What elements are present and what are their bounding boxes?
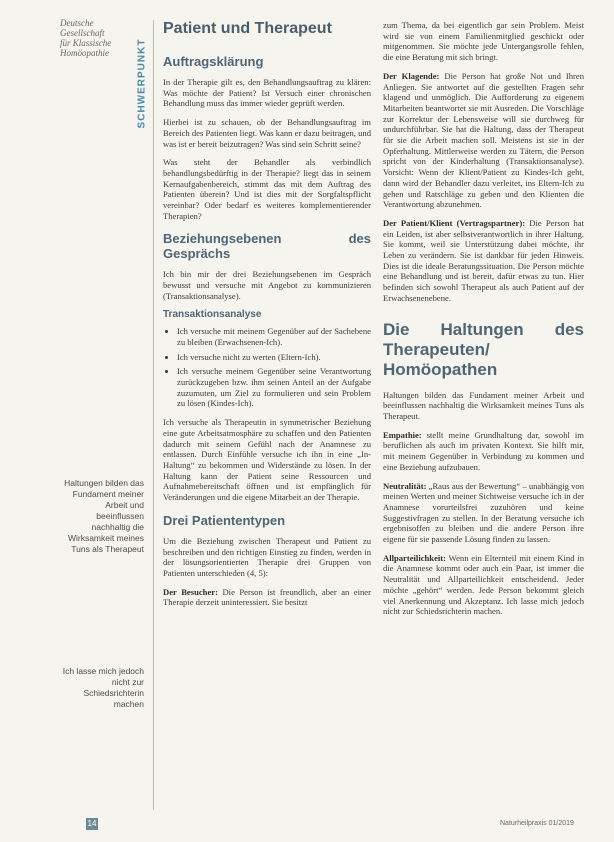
section-label: SCHWERPUNKT — [136, 38, 148, 129]
section-rail — [132, 26, 148, 146]
paragraph: Der Besucher: Die Person ist freundlich, aber an einer Therapie derzeit uninteressiert. Sie besitzt — [163, 586, 371, 608]
paragraph: Empathie: stellt meine Grundhaltung dar, sowohl im beruflichen als auch im privaten Kontext. Sie hilft mir, mit meinem Gegenüber in Verbindung zu kommen und eine Beziehung aufzubauen. — [383, 429, 584, 472]
page-number: 14 — [87, 819, 97, 828]
heading-beziehung: Beziehungsebenen des Gesprächs — [163, 231, 371, 262]
paragraph: Ich bin mir der drei Beziehungsebenen im Gespräch bewusst und versuche mit Angebot zu kommunizieren (Transaktionsanalyse). — [163, 269, 371, 301]
column-2 — [383, 20, 584, 625]
paragraph: Neutralität: „Raus aus der Bewertung“ – unabhängig von meinen Werten und meiner Sichtweise versuche ich in der Anamnese vorurteilsfrei zuzuhören und keine Suggestivfragen zu stellen. In der Beratung versuche ich ergebnisoffen zu bleiben und die andere Person ihre eigene für sie passende Lösung finden zu lassen. — [383, 480, 585, 545]
heading-auftrag: Auftragsklärung — [163, 54, 264, 69]
margin-quote-2: Ich lasse mich jedoch nicht zur Schiedsrichterin machen — [62, 666, 144, 709]
lead-term: Der Klagende: — [383, 70, 440, 81]
footer-source: Naturheilpraxis 01/2019 — [500, 820, 574, 827]
lead-term: Der Besucher: — [163, 586, 218, 597]
list-item: • Ich versuche nicht zu werten (Eltern-Ich). — [177, 352, 371, 363]
bullet-list — [163, 326, 371, 409]
paragraph: Um die Beziehung zwischen Therapeut und Patient zu beschreiben und den richtigen Einstieg zu finden, werden in der lösungsorientierten Therapie drei Gruppen von Patienten unterschieden (4, 5): — [163, 535, 371, 578]
margin-quote-1: Haltungen bilden das Fundament meiner Arbeit und beeinflussen nachhaltig die Wirksamkeit meines Tuns als Therapeut — [64, 478, 144, 554]
society-logo: Deutsche Gesellschaft für Klassische Homöopathie — [60, 18, 112, 58]
heading-haltungen: Die Haltungen des Therapeuten/ Homöopathen — [383, 319, 584, 379]
paragraph: Ich versuche als Therapeutin in symmetrischer Beziehung eine gute Arbeitsatmosphäre zu schaffen und den Patienten dadurch mit seinem Gefühl nach der Anamnese zu entlassen. Durch Einfühle versuche ich ihn in eine „In-Haltung“ zu bekommen und Widerstände zu lösen. In der Haltung kann der Patient seine Ressourcen und Aufnahmebereitschaft öffnen und ist empfänglich für Veränderungen und die eigene Mitarbeit an der Therapie. — [163, 417, 371, 503]
column-1 — [163, 20, 371, 616]
paragraph: Hierbei ist zu schauen, ob der Behandlungsauftrag im Bereich des Patienten liegt. Was kann er dazu beitragen, und was ist er bereit beizutragen? Was sind sein Schritt seine? — [163, 117, 371, 149]
heading-patiententypen: Drei Patiententypen — [163, 512, 286, 528]
margin-rule — [153, 20, 154, 810]
heading-transaktion: Transaktionsanalyse — [163, 308, 262, 320]
lead-term: Neutralität: — [383, 480, 427, 491]
paragraph: Was steht der Behandler als verbindlich behandlungsbedürftig in der Therapie? liegt das in seinem Kernaufgabenbereich, stimmt das mit dem Auftrag des Patienten überein? Und ist dies mit der Sorgfaltspflicht vereinbar? Oder bedarf es weiteres komplementierender Therapien? — [163, 157, 371, 221]
paragraph: zum Thema, da bei eigentlich gar sein Problem. Meist wird sie von einem Familienmitglied geschickt oder mitgenommen. Sie möchte jede Untergangsrolle fehlen, die eine Beratung mit sich bringt. — [383, 20, 584, 63]
paragraph: Der Klagende: Die Person hat große Not und Ihren Anliegen. Sie antwortet auf die gestellten Fragen sehr klagend und unmöglich. Die Aufforderung zu eigenem Mitarbeiten beantwortet sie mit Ausreden. Die Vorschläge zur Korrektur der Lebensweise will sie durchweg für undurchführbar. Sie hat die Haltung, dass der Therapeut für sie die Arbeit machen soll. Meistens ist sie in der Opferhaltung. Mittlerweise werden zu Tätern, die Person spricht von der Kinderhaltung (Transaktionsanalyse). Vorsicht: Wenn der Klient/Patient zu Kindes-Ich geht, dann wird der Behandler dazu verleitet, ins Eltern-Ich zu gehen und Ratschläge zu geben und den Klienten die Verantwortung abzunehmen. — [383, 70, 584, 210]
list-item: • Ich versuche mit meinem Gegenüber auf der Sachebene zu bleiben (Erwachsenen-Ich). — [177, 326, 371, 347]
lead-term: Allparteilichkeit: — [383, 552, 447, 563]
paragraph: Der Patient/Klient (Vertragspartner): Die Person hat ein Leiden, ist aber selbstverantwortlich in ihrer Haltung. Sie kommt, weil sie Unterstützung dabei möchte, ihr Leben zu verändern. Sie ist dankbar für jeden Hinweis. Dies ist die ideale Beratungssituation. Die Person möchte eine Behandlung und ist bereit, dafür etwas zu tun. Hier befinden sich sowohl Therapeut als auch Patient auf der Erwachsenenebene. — [383, 217, 584, 303]
lead-term: Empathie: — [383, 429, 422, 440]
article-title: Patient und Therapeut — [163, 20, 332, 37]
paragraph: In der Therapie gilt es, den Behandlungsauftrag zu klären: Was möchte der Patient? Ist Versuch einer chronischen Behandlung muss das immer wieder geprüft werden. — [163, 77, 371, 109]
lead-term: Der Patient/Klient (Vertragspartner): — [383, 217, 526, 228]
paragraph: Allparteilichkeit: Wenn ein Elternteil mit einem Kind in die Anamnese kommt oder auch ein Paar, ist immer die Neutralität und Allparteilichkeit entscheidend. Jeder möchte „gehört“ werden. Jede Person bekommt gleich viel Anerkennung und Akzeptanz. Ich lasse mich jedoch nicht zur Schiedsrichterin machen. — [383, 552, 584, 617]
list-item: • Ich versuche meinem Gegenüber seine Verantwortung zurückzugeben bzw. ihm seinen Anteil an der Aufgabe zuzumuten, um Ziel zu formulieren und sein Problem zu lösen (Kindes-Ich). — [177, 366, 371, 409]
paragraph: Haltungen bilden das Fundament meiner Arbeit und beeinflussen nachhaltig die Wirksamkeit meines Tuns als Therapeut. — [383, 389, 584, 421]
